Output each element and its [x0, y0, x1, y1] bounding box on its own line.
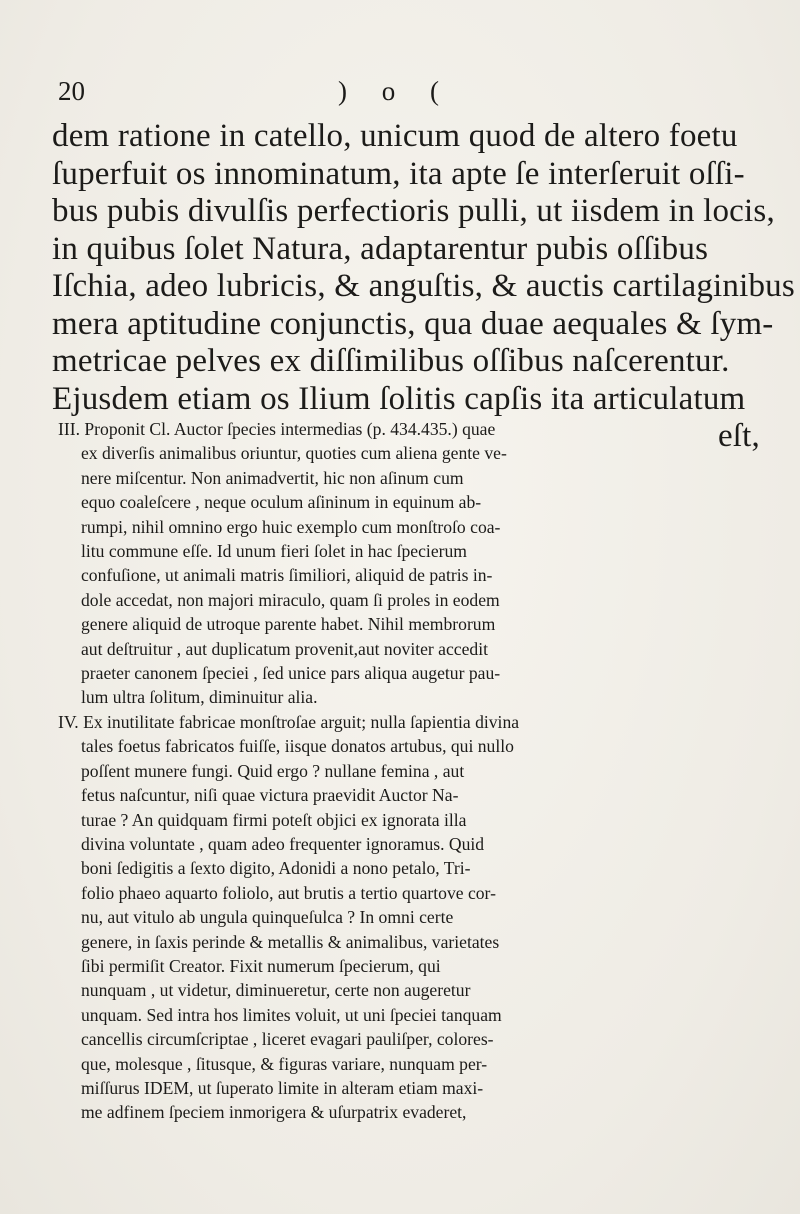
- text-line: me adfinem ſpeciem inmorigera & uſurpatrix evaderet,: [81, 1102, 467, 1123]
- text-line: tales foetus fabricatos fuiſſe, iisque donatos artubus, qui nullo: [81, 736, 514, 757]
- section-iii-start: III. Proponit Cl. Auctor ſpecies intermedias (p. 434.435.) quae: [58, 419, 496, 439]
- text-line: lum ultra ſolitum, diminuitur alia.: [81, 687, 318, 708]
- page-header: [58, 76, 698, 116]
- text-line: que, molesque , ſitusque, & figuras variare, nunquam per-: [81, 1053, 488, 1074]
- text-line: miſſurus IDEM, ut ſuperato limite in alteram etiam maxi-: [81, 1077, 484, 1098]
- text-line: bus pubis divulſis perfectioris pulli, ut iisdem in locis,: [52, 193, 775, 229]
- text-line: in quibus ſolet Natura, adaptarentur pubis oſſibus: [52, 230, 709, 267]
- small-paragraphs: [58, 417, 752, 1125]
- text-line: metricae pelves ex diſſimilibus oſſibus naſcerentur.: [52, 343, 730, 379]
- text-line: mera aptitudine conjunctis, qua duae aequales & ſym-: [52, 305, 774, 342]
- text-line: ſibi permiſit Creator. Fixit numerum ſpecierum, qui: [81, 955, 441, 976]
- text-line: boni ſedigitis a ſexto digito, Adonidi a nono petalo, Tri-: [81, 858, 471, 879]
- text-line: nu, aut vitulo ab ungula quinqueſulca ? In omni certe: [81, 907, 454, 928]
- text-line: turae ? An quidquam firmi poteſt objici ex ignorata illa: [81, 809, 467, 830]
- text-line: folio phaeo aquarto foliolo, aut brutis a tertio quartove cor-: [81, 882, 496, 903]
- text-line: nere miſcentur. Non animadvertit, hic non aſinum cum: [81, 467, 464, 488]
- text-line: cancellis circumſcriptae , liceret evagari pauliſper, colores-: [81, 1029, 494, 1050]
- text-line: rumpi, nihil omnino ergo huic exemplo cum monſtroſo coa-: [81, 516, 501, 537]
- text-line: ex diverſis animalibus oriuntur, quoties cum aliena gente ve-: [81, 443, 507, 464]
- text-line: divina voluntate , quam adeo frequenter ignoramus. Quid: [81, 833, 485, 854]
- text-line: ſuperfuit os innominatum, ita apte ſe interſeruit oſſi-: [52, 155, 745, 192]
- text-line: genere, in ſaxis perinde & metallis & animalibus, varietates: [81, 931, 500, 952]
- text-line: nunquam , ut videtur, diminueretur, certe non augeretur: [81, 980, 471, 1001]
- text-line: praeter canonem ſpeciei , ſed unice pars aliqua augetur pau-: [81, 663, 501, 684]
- section-iv-start: IV. Ex inutilitate fabricae monſtroſae arguit; nulla ſapientia divina: [58, 711, 520, 732]
- text-line: poſſent munere fungi. Quid ergo ? nullane femina , aut: [81, 760, 465, 781]
- text-line: dem ratione in catello, unicum quod de altero foetu: [52, 118, 738, 154]
- page-number: 20: [58, 76, 85, 106]
- text-line: fetus naſcuntur, niſi quae victura praevidit Auctor Na-: [81, 785, 459, 806]
- text-line: Iſchia, adeo lubricis, & anguſtis, & auctis cartilaginibus: [52, 268, 795, 304]
- text-line: Ejusdem etiam os Ilium ſolitis capſis ita articulatum: [52, 380, 746, 417]
- text-line: aut deſtruitur , aut duplicatum provenit,aut noviter accedit: [81, 638, 488, 659]
- text-line: genere aliquid de utroque parente habet. Nihil membrorum: [81, 614, 496, 635]
- text-line: dole accedat, non majori miraculo, quam ſi proles in eodem: [81, 589, 500, 610]
- text-line: unquam. Sed intra hos limites voluit, ut uni ſpeciei tanquam: [81, 1004, 502, 1025]
- text-line: litu commune eſſe. Id unum fieri ſolet in hac ſpecierum: [81, 541, 467, 562]
- text-line: confuſione, ut animali matris ſimiliori, aliquid de patris in-: [81, 565, 493, 586]
- header-ornament: ) o (: [338, 76, 453, 106]
- text-line: equo coaleſcere , neque oculum aſininum in equinum ab-: [81, 492, 482, 513]
- large-paragraph: [52, 118, 795, 456]
- text-line: eſt,: [717, 418, 760, 454]
